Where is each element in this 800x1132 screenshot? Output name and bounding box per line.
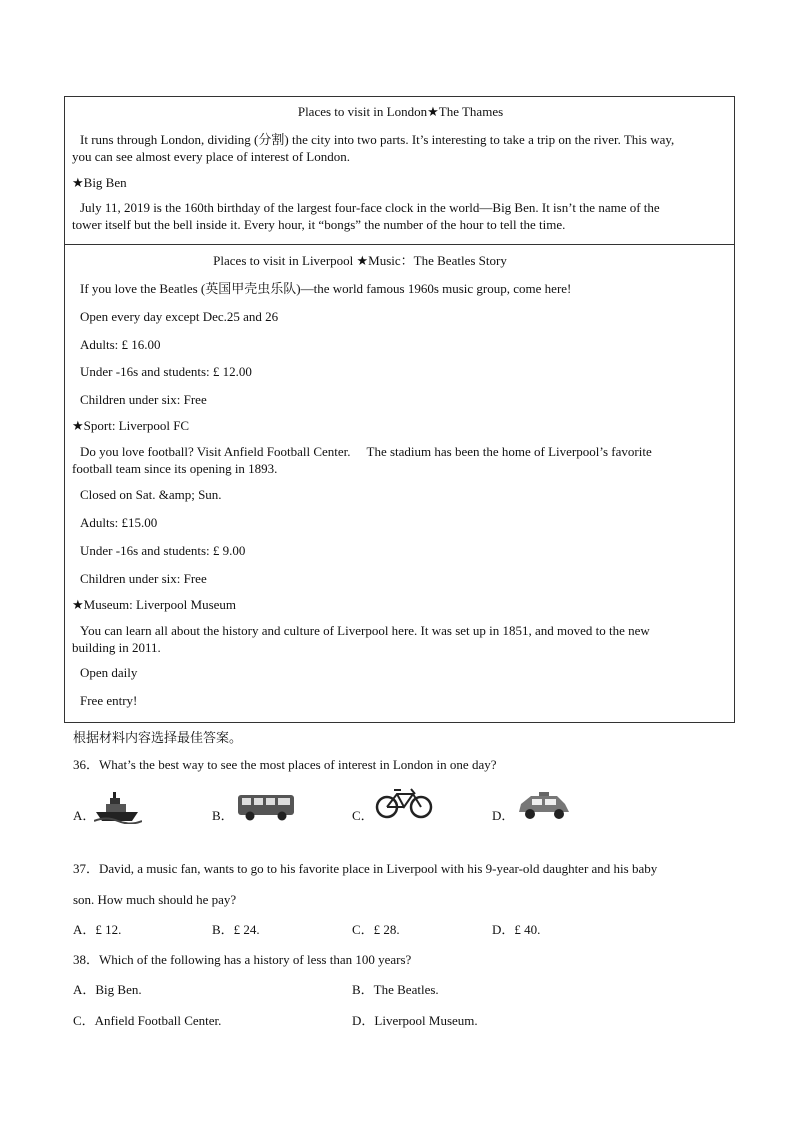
beatles-open: Open every day except Dec.25 and 26 (80, 309, 279, 324)
q38-option-b[interactable]: B．The Beatles. (352, 982, 439, 997)
bigben-text-line2: tower itself but the bell inside it. Every hour, it “bongs” the number of the hour to tell the time. (72, 217, 566, 232)
q37-option-d[interactable]: D．£ 40. (492, 922, 541, 937)
liverpool-box (64, 244, 735, 723)
museum-text-line2: building in 2011. (72, 640, 161, 655)
q37-stem-line1: 37．David, a music fan, wants to go to his favorite place in Liverpool with his 9-year-old daughter and his baby (73, 861, 658, 876)
liverpool-heading: Places to visit in Liverpool ★Music：The Beatles Story (213, 253, 507, 268)
sport-text-line2: football team since its opening in 1893. (72, 461, 278, 476)
q36-option-c-label[interactable]: C． (352, 808, 374, 823)
instruction: 根据材料内容选择最佳答案。 (73, 730, 243, 745)
q37-stem-line2: son. How much should he pay? (73, 892, 237, 907)
bigben-text-line1: July 11, 2019 is the 160th birthday of the largest four-face clock in the world—Big Ben. It isn’t the name of the (80, 200, 660, 215)
bicycle-icon[interactable] (375, 786, 433, 820)
q36-option-d-label[interactable]: D． (492, 808, 515, 823)
sport-closed: Closed on Sat. &amp; Sun. (80, 487, 222, 502)
london-heading: Places to visit in London★The Thames (297, 104, 504, 119)
sport-title: ★Sport: Liverpool FC (72, 418, 190, 433)
museum-free: Free entry! (80, 693, 138, 708)
q37-option-a[interactable]: A．£ 12. (73, 922, 122, 937)
q38-option-d[interactable]: D．Liverpool Museum. (352, 1013, 478, 1028)
beatles-intro: If you love the Beatles (英国甲壳虫乐队)—the world famous 1960s music group, come here! (80, 281, 572, 296)
museum-open: Open daily (80, 665, 138, 680)
sport-text-line1: Do you love football? Visit Anfield Football Center. The stadium has been the home of Liverpool’s favorite (80, 444, 652, 459)
q38-option-c[interactable]: C．Anfield Football Center. (73, 1013, 222, 1028)
q37-option-c[interactable]: C．£ 28. (352, 922, 400, 937)
sport-students-price: Under -16s and students: £ 9.00 (80, 543, 246, 558)
london-box (64, 96, 735, 245)
bus-icon[interactable] (236, 792, 298, 822)
thames-text-line2: you can see almost every place of interest of London. (72, 149, 350, 164)
museum-text-line1: You can learn all about the history and culture of Liverpool here. It was set up in 1851, and moved to the new (80, 623, 650, 638)
boat-icon[interactable] (94, 790, 142, 824)
q38-option-a[interactable]: A．Big Ben. (73, 982, 142, 997)
q38-stem: 38．Which of the following has a history of less than 100 years? (73, 952, 412, 967)
q36-stem: 36．What’s the best way to see the most places of interest in London in one day? (73, 757, 497, 772)
bigben-title: ★Big Ben (72, 175, 127, 190)
beatles-children-price: Children under six: Free (80, 392, 207, 407)
taxi-icon[interactable] (515, 790, 573, 822)
beatles-adults-price: Adults: £ 16.00 (80, 337, 161, 352)
sport-adults-price: Adults: £15.00 (80, 515, 158, 530)
museum-title: ★Museum: Liverpool Museum (72, 597, 237, 612)
sport-children-price: Children under six: Free (80, 571, 207, 586)
q36-option-b-label[interactable]: B． (212, 808, 234, 823)
q36-option-a-label[interactable]: A． (73, 808, 96, 823)
beatles-students-price: Under -16s and students: £ 12.00 (80, 364, 252, 379)
thames-text-line1: It runs through London, dividing (分割) the city into two parts. It’s interesting to take a trip on the river. This way, (80, 132, 675, 147)
q37-option-b[interactable]: B．£ 24. (212, 922, 260, 937)
